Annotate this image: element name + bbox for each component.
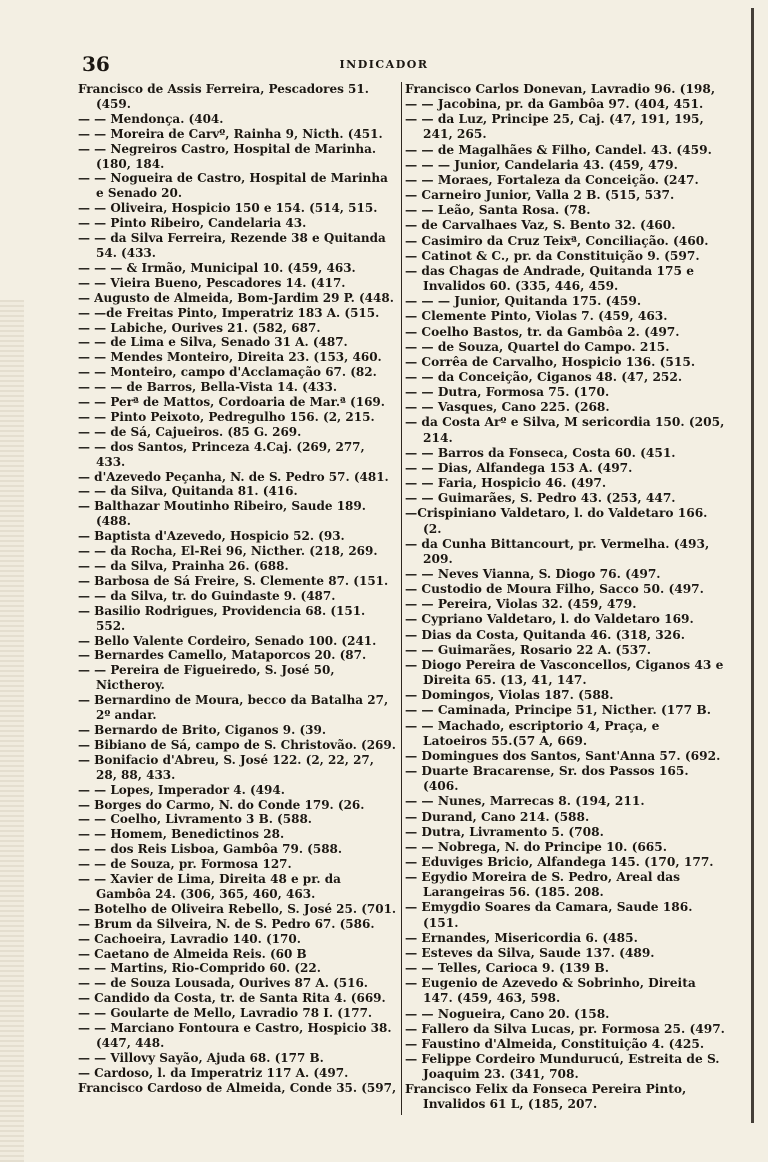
directory-entry: — — Mendonça. (404. bbox=[78, 111, 224, 126]
directory-entry: — Caetano de Almeida Reis. (60 B bbox=[78, 946, 307, 961]
left-column bbox=[78, 82, 398, 1096]
directory-entry: — — de Sá, Cajueiros. (85 G. 269. bbox=[78, 424, 302, 439]
directory-entry: — Candido da Costa, tr. de Santa Rita 4. (669. bbox=[78, 991, 386, 1006]
directory-entry: — Bonifacio d'Abreu, S. José 122. (2, 22, 27, 28, 88, 433. bbox=[78, 752, 374, 782]
directory-entry: — — Moraes, Fortaleza da Conceição. (247. bbox=[405, 172, 699, 187]
directory-entry: — — de Souza, pr. Formosa 127. bbox=[78, 857, 292, 872]
directory-entry: — Bello Valente Cordeiro, Senado 100. (241. bbox=[78, 633, 377, 648]
directory-entry: — — Pinto Peixoto, Pedregulho 156. (2, 215. bbox=[78, 409, 375, 424]
directory-entry: — — Monteiro, campo d'Acclamação 67. (82. bbox=[78, 365, 377, 380]
directory-entry: — Bernardino de Moura, becco da Batalha 27, 2º andar. bbox=[78, 693, 389, 723]
directory-entry: — Ernandes, Misericordia 6. (485. bbox=[405, 930, 638, 945]
directory-entry: — — Caminada, Principe 51, Nicther. (177 B. bbox=[405, 703, 711, 718]
directory-entry: — Clemente Pinto, Violas 7. (459, 463. bbox=[405, 309, 668, 324]
directory-entry: — Dias da Costa, Quitanda 46. (318, 326. bbox=[405, 627, 685, 642]
directory-entry: — Cachoeira, Lavradio 140. (170. bbox=[78, 931, 301, 946]
directory-entry: — Casimiro da Cruz Teixª, Conciliação. (460. bbox=[405, 233, 709, 248]
directory-entry: — — da Conceição, Ciganos 48. (47, 252. bbox=[405, 369, 683, 384]
directory-entry: — Eduviges Bricio, Alfandega 145. (170, 177. bbox=[405, 854, 714, 869]
directory-entry: — — da Silva Ferreira, Rezende 38 e Quitanda 54. (433. bbox=[78, 231, 386, 260]
directory-entry: — Baptista d'Azevedo, Hospicio 52. (93. bbox=[78, 529, 345, 544]
directory-entry: — Bernardo de Brito, Ciganos 9. (39. bbox=[78, 722, 326, 737]
directory-entry: — — Guimarães, S. Pedro 43. (253, 447. bbox=[405, 491, 676, 506]
directory-entry: — Augusto de Almeida, Bom-Jardim 29 P. (448. bbox=[78, 290, 394, 305]
directory-entry: Francisco Cardoso de Almeida, Conde 35. (597, bbox=[78, 1080, 397, 1095]
directory-entry: — — dos Santos, Princeza 4.Caj. (269, 277, 433. bbox=[78, 439, 365, 469]
directory-entry: — Durand, Cano 214. (588. bbox=[405, 809, 590, 824]
directory-entry: — das Chagas de Andrade, Quitanda 175 e Invalidos 60. (335, 446, 459. bbox=[405, 263, 694, 294]
directory-entry: — — Leão, Santa Rosa. (78. bbox=[405, 203, 591, 218]
directory-entry: — — Guimarães, Rosario 22 A. (537. bbox=[405, 642, 652, 657]
directory-entry: — — Nogueira de Castro, Hospital de Marinha e Senado 20. bbox=[78, 171, 388, 201]
directory-entry: — — Neves Vianna, S. Diogo 76. (497. bbox=[405, 567, 661, 581]
directory-entry: — — Faria, Hospicio 46. (497. bbox=[405, 476, 607, 491]
directory-entry: — — Dutra, Formosa 75. (170. bbox=[405, 385, 610, 400]
directory-entry: — — de Souza Lousada, Ourives 87 A. (516. bbox=[78, 976, 368, 991]
directory-entry: — — Oliveira, Hospicio 150 e 154. (514, 515. bbox=[78, 201, 378, 216]
directory-entry: — — da Silva, Prainha 26. (688. bbox=[78, 559, 289, 573]
directory-entry: — Esteves da Silva, Saude 137. (489. bbox=[405, 945, 655, 960]
directory-entry: — — Machado, escriptorio 4, Praça, e Latoeiros 55.(57 A, 669. bbox=[405, 718, 660, 748]
directory-entry: — — dos Reis Lisboa, Gambôa 79. (588. bbox=[78, 842, 343, 857]
directory-entry: — — Marciano Fontoura e Castro, Hospicio 38. (447, 448. bbox=[78, 1021, 392, 1050]
directory-entry: — Corrêa de Carvalho, Hospicio 136. (515. bbox=[405, 354, 696, 369]
directory-entry: —Crispiniano Valdetaro, l. do Valdetaro 166.(2. bbox=[405, 506, 708, 536]
directory-entry: — — Jacobina, pr. da Gambôa 97. (404, 451. bbox=[405, 97, 704, 112]
directory-entry: — — Labiche, Ourives 21. (582, 687. bbox=[78, 320, 321, 335]
directory-entry: — Barbosa de Sá Freire, S. Clemente 87. (151. bbox=[78, 573, 389, 588]
directory-entry: — da Cunha Bittancourt, pr. Vermelha. (493, 209. bbox=[405, 536, 710, 566]
directory-entry: — — Telles, Carioca 9. (139 B. bbox=[405, 961, 609, 976]
directory-entry: — Cypriano Valdetaro, l. do Valdetaro 169. bbox=[405, 612, 694, 627]
directory-entry: — Emygdio Soares da Camara, Saude 186. (151. bbox=[405, 900, 693, 930]
directory-entry: — — da Luz, Principe 25, Caj. (47, 191, 195, 241, 265. bbox=[405, 112, 704, 142]
right-column bbox=[405, 82, 725, 1113]
directory-entry: — Cardoso, l. da Imperatriz 117 A. (497. bbox=[78, 1065, 349, 1080]
directory-entry: — — Homem, Benedictinos 28. bbox=[78, 827, 285, 842]
directory-entry: — Basilio Rodrigues, Providencia 68. (151. 552. bbox=[78, 603, 366, 633]
directory-entry: — — Lopes, Imperador 4. (494. bbox=[78, 782, 285, 797]
directory-entry: — — Barros da Fonseca, Costa 60. (451. bbox=[405, 445, 676, 460]
directory-entry: — Custodio de Moura Filho, Sacco 50. (497. bbox=[405, 582, 704, 597]
directory-entry: — Catinot & C., pr. da Constituição 9. (597. bbox=[405, 248, 700, 263]
directory-entry: — — — Junior, Quitanda 175. (459. bbox=[405, 294, 642, 309]
directory-entry: — — de Souza, Quartel do Campo. 215. bbox=[405, 339, 670, 354]
directory-entry: — — Nunes, Marrecas 8. (194, 211. bbox=[405, 794, 645, 809]
directory-entry: — Duarte Bracarense, Sr. dos Passos 165. (406. bbox=[405, 764, 689, 794]
page-header bbox=[0, 52, 768, 76]
directory-entry: — Domingos, Violas 187. (588. bbox=[405, 688, 614, 703]
directory-entry: — Coelho Bastos, tr. da Gambôa 2. (497. bbox=[405, 324, 680, 339]
directory-entry: — Fallero da Silva Lucas, pr. Formosa 25. (497. bbox=[405, 1021, 725, 1036]
directory-entry: — Domingues dos Santos, Sant'Anna 57. (692. bbox=[405, 748, 721, 763]
directory-entry: — Borges do Carmo, N. do Conde 179. (26. bbox=[78, 797, 365, 812]
directory-entry: — —de Freitas Pinto, Imperatriz 183 A. (515. bbox=[78, 305, 380, 320]
directory-entry: — — Perª de Mattos, Cordoaria de Mar.ª (169. bbox=[78, 395, 385, 410]
directory-entry: — — Pereira de Figueiredo, S. José 50, Nictheroy. bbox=[78, 663, 335, 693]
directory-entry: Francisco Carlos Donevan, Lavradio 96. (198, bbox=[405, 82, 716, 96]
directory-entry: — — — de Barros, Bella-Vista 14. (433. bbox=[78, 380, 338, 395]
binding-margin bbox=[0, 300, 24, 1162]
directory-entry: — — Xavier de Lima, Direita 48 e pr. da Gambôa 24. (306, 365, 460, 463. bbox=[78, 872, 341, 901]
directory-entry: — — Mendes Monteiro, Direita 23. (153, 460. bbox=[78, 350, 382, 365]
directory-entry: — — Pereira, Violas 32. (459, 479. bbox=[405, 597, 637, 612]
directory-entry: Francisco de Assis Ferreira, Pescadores 51. (459. bbox=[78, 82, 369, 111]
page-number: 36 bbox=[82, 52, 110, 76]
directory-entry: — Brum da Silveira, N. de S. Pedro 67. (586. bbox=[78, 916, 375, 931]
directory-entry: — Balthazar Moutinho Ribeiro, Saude 189. (488. bbox=[78, 499, 366, 529]
directory-entry: — Bibiano de Sá, campo de S. Christovão. (269. bbox=[78, 737, 396, 752]
directory-entry: — — Villovy Sayão, Ajuda 68. (177 B. bbox=[78, 1050, 324, 1065]
directory-entry: — — Dias, Alfandega 153 A. (497. bbox=[405, 460, 633, 475]
directory-entry: — Faustino d'Almeida, Constituição 4. (425. bbox=[405, 1036, 705, 1051]
directory-entry: — Carneiro Junior, Valla 2 B. (515, 537. bbox=[405, 188, 675, 203]
directory-entry: — — de Lima e Silva, Senado 31 A. (487. bbox=[78, 335, 348, 350]
directory-entry: — — — & Irmão, Municipal 10. (459, 463. bbox=[78, 260, 356, 275]
directory-entry: — Dutra, Livramento 5. (708. bbox=[405, 824, 604, 839]
directory-entry: — Egydio Moreira de S. Pedro, Areal das Larangeiras 56. (185. 208. bbox=[405, 870, 681, 900]
directory-entry: — d'Azevedo Peçanha, N. de S. Pedro 57. (481. bbox=[78, 469, 389, 484]
directory-entry: — — Coelho, Livramento 3 B. (588. bbox=[78, 812, 312, 827]
directory-entry: — — Martins, Rio-Comprido 60. (22. bbox=[78, 961, 321, 976]
directory-entry: — Felippe Cordeiro Mundurucú, Estreita de S. Joaquim 23. (341, 708. bbox=[405, 1052, 720, 1082]
directory-entry: — — da Rocha, El-Rei 96, Nicther. (218, 269. bbox=[78, 544, 378, 559]
directory-entry: — Botelho de Oliveira Rebello, S. José 25. (701. bbox=[78, 901, 397, 916]
directory-entry: — — Negreiros Castro, Hospital de Marinha. (180, 184. bbox=[78, 141, 377, 171]
directory-entry: — — Nogueira, Cano 20. (158. bbox=[405, 1006, 610, 1021]
directory-entry: Francisco Felix da Fonseca Pereira Pinto, Invalidos 61 L, (185, 207. bbox=[405, 1082, 687, 1112]
directory-entry: — — Nobrega, N. do Principe 10. (665. bbox=[405, 839, 668, 854]
directory-entry: — Eugenio de Azevedo & Sobrinho, Direita 147. (459, 463, 598. bbox=[405, 976, 696, 1006]
directory-entry: — da Costa Arº e Silva, M sericordia 150. (205, 214. bbox=[405, 415, 725, 445]
directory-entry: — — Goularte de Mello, Lavradio 78 I. (177. bbox=[78, 1006, 373, 1021]
directory-entry: — — Vieira Bueno, Pescadores 14. (417. bbox=[78, 275, 346, 290]
directory-entry: — — da Silva, tr. do Guindaste 9. (487. bbox=[78, 588, 336, 603]
directory-entry: — — Moreira de Carvº, Rainha 9, Nicth. (451. bbox=[78, 126, 383, 141]
directory-entry: — — de Magalhães & Filho, Candel. 43. (459. bbox=[405, 142, 712, 157]
running-title: INDICADOR bbox=[339, 58, 429, 71]
directory-entry: — — — Junior, Candelaria 43. (459, 479. bbox=[405, 157, 678, 172]
directory-entry: — — Pinto Ribeiro, Candelaria 43. bbox=[78, 216, 307, 231]
page-edge-rule bbox=[751, 8, 754, 1123]
directory-entry: — — Vasques, Cano 225. (268. bbox=[405, 400, 610, 415]
column-divider bbox=[401, 82, 402, 1115]
directory-entry: — de Carvalhaes Vaz, S. Bento 32. (460. bbox=[405, 218, 676, 233]
directory-entry: — Bernardes Camello, Mataporcos 20. (87. bbox=[78, 648, 367, 663]
directory-entry: — — da Silva, Quitanda 81. (416. bbox=[78, 484, 298, 499]
directory-entry: — Diogo Pereira de Vasconcellos, Ciganos 43 e Direita 65. (13, 41, 147. bbox=[405, 657, 724, 688]
